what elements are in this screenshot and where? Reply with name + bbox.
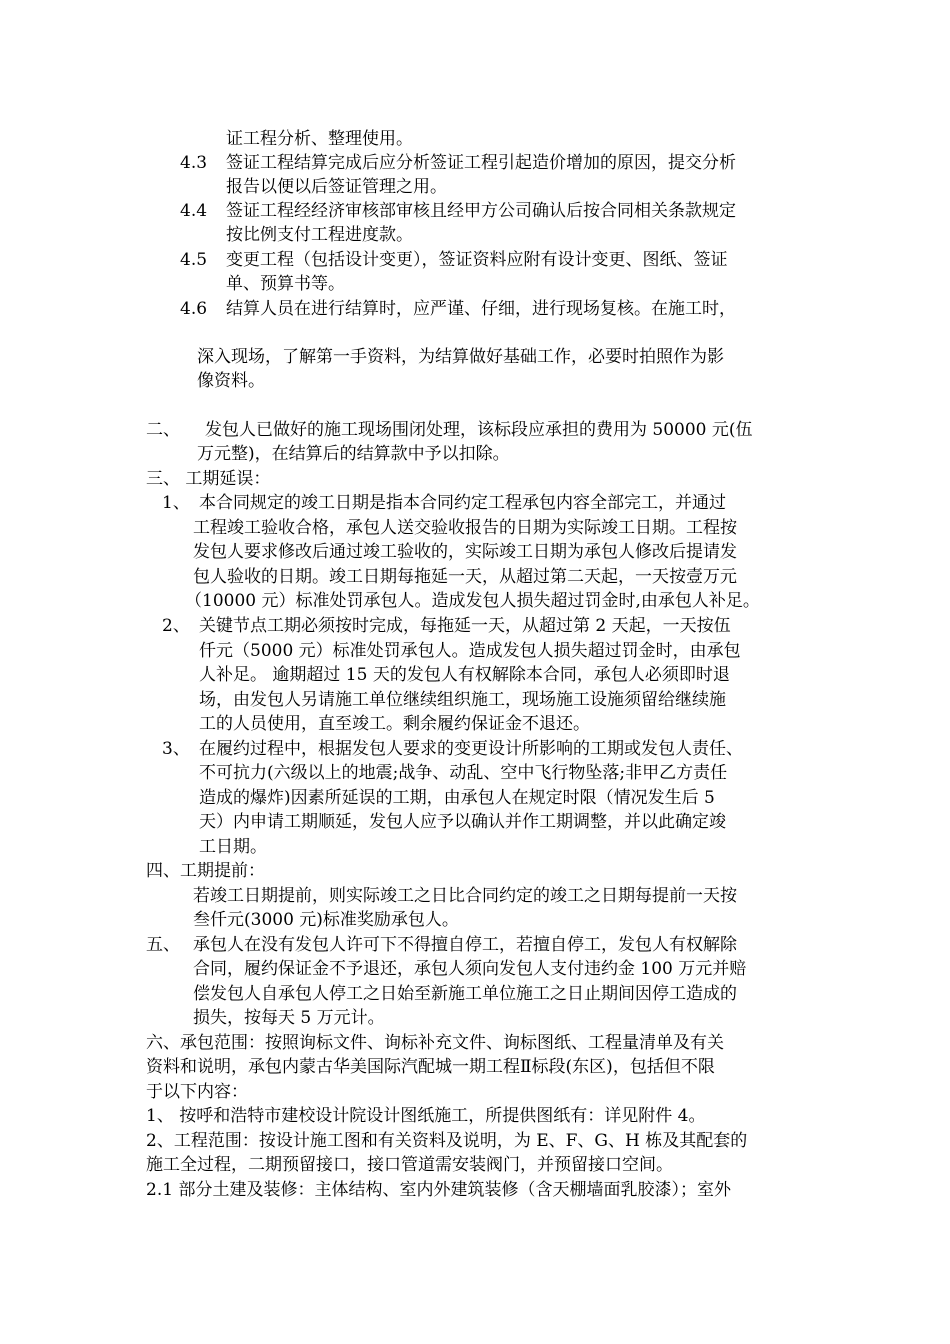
- item-number: 4.6: [180, 299, 208, 319]
- section-heading: 三、 工期延误：: [146, 469, 271, 489]
- text-line: 造成的爆炸)因素所延误的工期，由承包人在规定时限（情况发生后 5: [199, 788, 715, 808]
- item-number: 2、: [162, 616, 190, 636]
- text-line: 单、预算书等。: [226, 274, 345, 294]
- text-line: 发包人已做好的施工现场围闭处理，该标段应承担的费用为 50000 元(伍: [205, 420, 753, 440]
- text-line: 证工程分析、整理使用。: [226, 129, 413, 149]
- item-number: 1、: [162, 493, 190, 513]
- text-line: 关键节点工期必须按时完成，每拖延一天，从超过第 2 天起，一天按伍: [199, 616, 731, 636]
- text-line: 签证工程结算完成后应分析签证工程引起造价增加的原因，提交分析: [226, 153, 736, 173]
- text-line: 工日期。: [199, 837, 267, 857]
- text-line: 承包人在没有发包人许可下不得擅自停工，若擅自停工，发包人有权解除: [193, 935, 737, 955]
- section-number: 二、: [146, 420, 180, 440]
- text-line: 若竣工日期提前，则实际竣工之日比合同约定的竣工之日期每提前一天按: [193, 886, 737, 906]
- text-line: 叁仟元(3000 元)标准奖励承包人。: [193, 910, 459, 930]
- text-line: 施工全过程，二期预留接口，接口管道需安装阀门，并预留接口空间。: [146, 1155, 673, 1175]
- section-number: 五、: [146, 935, 180, 955]
- text-line: 深入现场，了解第一手资料，为结算做好基础工作，必要时拍照作为影: [197, 347, 724, 367]
- text-line: 报告以便以后签证管理之用。: [226, 177, 447, 197]
- item-number: 4.5: [180, 250, 208, 270]
- text-line: 损失，按每天 5 万元计。: [193, 1008, 385, 1028]
- text-line: 在履约过程中，根据发包人要求的变更设计所影响的工期或发包人责任、: [199, 739, 743, 759]
- text-line: 2、工程范围：按设计施工图和有关资料及说明，为 E、F、G、H 栋及其配套的: [146, 1131, 748, 1151]
- text-line: 不可抗力(六级以上的地震;战争、动乱、空中飞行物坠落;非甲乙方责任: [199, 763, 728, 783]
- text-line: 仟元（5000 元）标准处罚承包人。造成发包人损失超过罚金时，由承包: [199, 641, 741, 661]
- text-line: 按比例支付工程进度款。: [226, 225, 413, 245]
- text-line: 1、 按呼和浩特市建校设计院设计图纸施工，所提供图纸有：详见附件 4。: [146, 1106, 706, 1126]
- text-line: 天）内申请工期顺延，发包人应予以确认并作工期调整，并以此确定竣: [199, 812, 726, 832]
- text-line: 变更工程（包括设计变更），签证资料应附有设计变更、图纸、签证: [226, 250, 728, 270]
- item-number: 4.3: [180, 153, 208, 173]
- text-line: 签证工程经经济审核部审核且经甲方公司确认后按合同相关条款规定: [226, 201, 736, 221]
- text-line: 场，由发包人另请施工单位继续组织施工，现场施工设施须留给继续施: [199, 690, 726, 710]
- text-line: 工程竣工验收合格，承包人送交验收报告的日期为实际竣工日期。工程按: [193, 518, 737, 538]
- text-line: 包人验收的日期。竣工日期每拖延一天，从超过第二天起，一天按壹万元: [193, 567, 737, 587]
- text-line: 偿发包人自承包人停工之日始至新施工单位施工之日止期间因停工造成的: [193, 984, 737, 1004]
- text-line: 结算人员在进行结算时，应严谨、仔细，进行现场复核。在施工时，: [226, 299, 736, 319]
- text-line: 工的人员使用，直至竣工。剩余履约保证金不退还。: [199, 714, 590, 734]
- text-line: 资料和说明，承包内蒙古华美国际汽配城一期工程Ⅱ标段(东区)，包括但不限: [146, 1057, 715, 1077]
- text-line: 于以下内容：: [146, 1082, 248, 1102]
- item-number: 3、: [162, 739, 190, 759]
- text-line: 2.1 部分土建及装修：主体结构、室内外建筑装修（含天棚墙面乳胶漆）；室外: [146, 1180, 731, 1200]
- text-line: 万元整)，在结算后的结算款中予以扣除。: [197, 444, 510, 464]
- text-line: 本合同规定的竣工日期是指本合同约定工程承包内容全部完工，并通过: [199, 493, 726, 513]
- text-line: 人补足。 逾期超过 15 天的发包人有权解除本合同，承包人必须即时退: [199, 665, 730, 685]
- section-heading: 四、工期提前：: [146, 861, 265, 881]
- item-number: 4.4: [180, 201, 208, 221]
- text-line: 发包人要求修改后通过竣工验收的，实际竣工日期为承包人修改后提请发: [193, 542, 737, 562]
- text-line: 合同，履约保证金不予退还，承包人须向发包人支付违约金 100 万元并赔: [193, 959, 747, 979]
- section-heading: 六、承包范围：按照询标文件、询标补充文件、询标图纸、工程量清单及有关: [146, 1033, 724, 1053]
- text-line: （10000 元）标准处罚承包人。造成发包人损失超过罚金时,由承包人补足。: [185, 591, 760, 611]
- text-line: 像资料。: [197, 371, 265, 391]
